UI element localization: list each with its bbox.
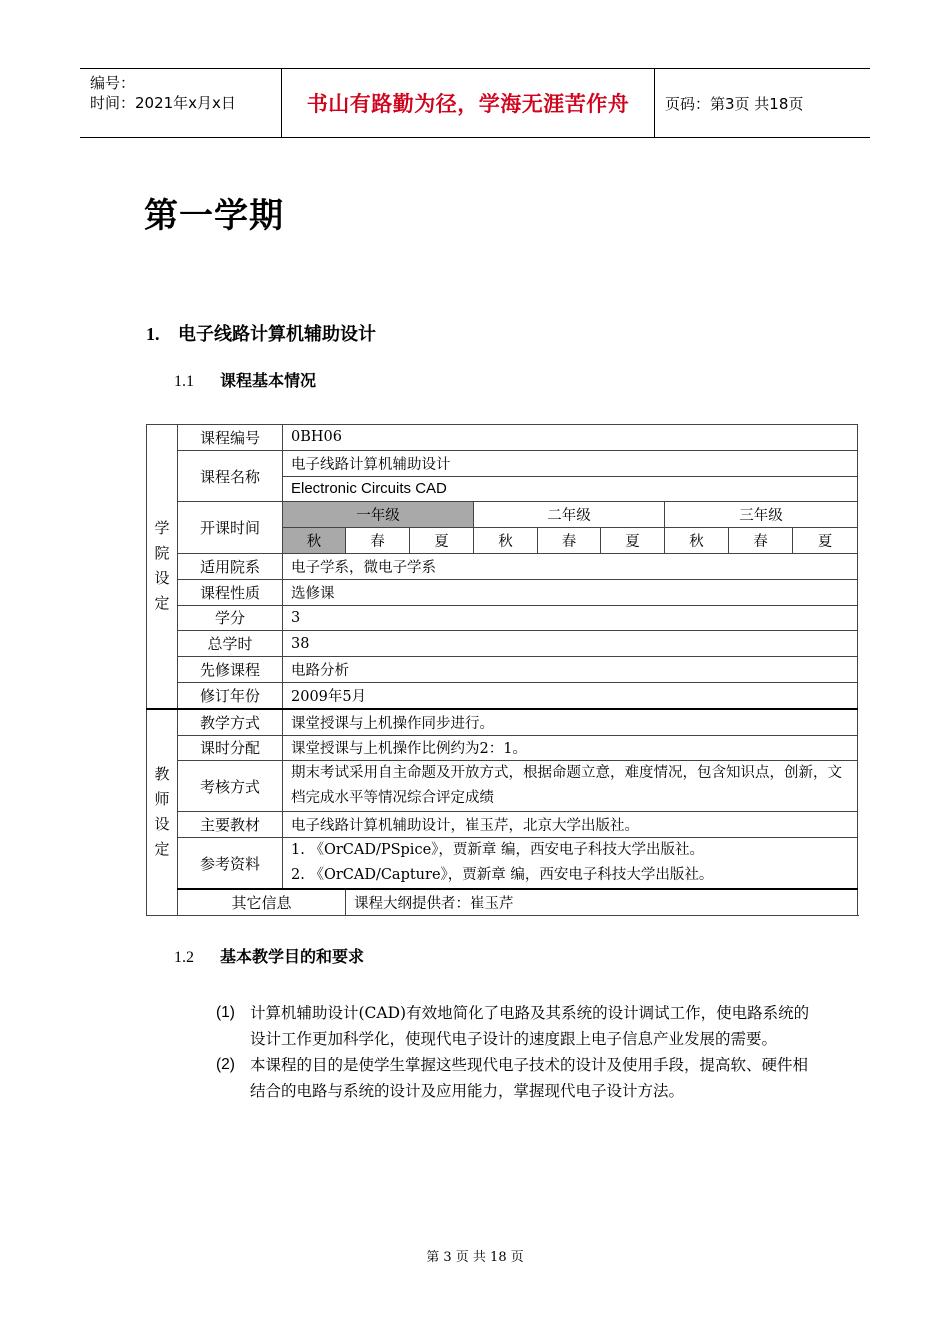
course-name-en: Electronic Circuits CAD	[283, 476, 858, 502]
semester-cell: 夏	[410, 528, 474, 554]
semester-cell: 秋	[665, 528, 729, 554]
ref-item: 1. 《OrCAD/PSpice》，贾新章 编，西安电子科技大学出版社。	[291, 842, 705, 859]
school-section-label	[147, 425, 178, 709]
list-item	[216, 1052, 816, 1104]
schedule-label: 开课时间	[178, 502, 283, 554]
credit-label: 学分	[178, 605, 283, 631]
method-label: 教学方式	[178, 709, 283, 735]
list-item-number: (2)	[216, 1056, 235, 1073]
semester-cell: 夏	[601, 528, 665, 554]
semester-cell: 春	[729, 528, 793, 554]
semester-cell: 春	[538, 528, 601, 554]
course-info-table	[146, 424, 858, 916]
prereq-label: 先修课程	[178, 657, 283, 683]
nature-label: 课程性质	[178, 579, 283, 605]
assessment-value: 期末考试采用自主命题及开放方式，根据命题立意，难度情况，包含知识点，创新，文档完成水平等情况综合评定成绩	[283, 761, 858, 812]
year-2-header: 二年级	[474, 502, 665, 528]
credit-value: 3	[283, 605, 858, 631]
subsection-title: 基本教学目的和要求	[220, 947, 365, 966]
allocation-label: 课时分配	[178, 735, 283, 761]
semester-cell: 春	[346, 528, 410, 554]
other-label: 其它信息	[178, 889, 346, 915]
semester-cell: 夏	[793, 528, 858, 554]
refs-label: 参考资料	[178, 838, 283, 890]
textbook-value: 电子线路计算机辅助设计，崔玉芹，北京大学出版社。	[283, 812, 858, 838]
course-code-value: 0BH06	[283, 425, 858, 451]
hours-label: 总学时	[178, 631, 283, 657]
course-code-label: 课程编号	[178, 425, 283, 451]
course-name-cn: 电子线路计算机辅助设计	[283, 450, 858, 476]
subsection-number: 1.2	[174, 949, 194, 966]
revision-label: 修订年份	[178, 682, 283, 708]
allocation-value: 课堂授课与上机操作比例约为2：1。	[283, 735, 858, 761]
header-meta	[80, 69, 282, 137]
list-item-text: 本课程的目的是使学生掌握这些现代电子技术的设计及使用手段，提高软、硬件相结合的电路与系统的设计及应用能力，掌握现代电子设计方法。	[250, 1056, 809, 1100]
school-section-text: 学院设定	[154, 519, 170, 613]
list-item-number: (1)	[216, 1004, 235, 1021]
textbook-label: 主要教材	[178, 812, 283, 838]
list-item-text: 计算机辅助设计(CAD)有效地简化了电路及其系统的设计调试工作，使电路系统的设计工作更加科学化，使现代电子设计的速度跟上电子信息产业发展的需要。	[250, 1004, 810, 1048]
subsection-heading-1-2	[174, 944, 364, 967]
page-footer: 第 3 页 共 18 页	[426, 1250, 524, 1265]
teacher-section-text: 教师设定	[154, 765, 170, 859]
page-title: 第一学期	[144, 196, 284, 236]
list-item	[216, 1000, 816, 1052]
doc-number-label: 编号：	[90, 74, 136, 92]
revision-value: 2009年5月	[283, 682, 858, 708]
teacher-section-label	[147, 709, 178, 916]
semester-cell: 秋	[283, 528, 346, 554]
method-value: 课堂授课与上机操作同步进行。	[283, 709, 858, 735]
subsection-number: 1.1	[174, 373, 194, 390]
dept-label: 适用院系	[178, 553, 283, 579]
dept-value: 电子学系，微电子学系	[283, 553, 858, 579]
section-number: 1.	[146, 324, 160, 344]
assessment-label: 考核方式	[178, 761, 283, 812]
page-header	[80, 68, 870, 138]
semester-cell: 秋	[474, 528, 538, 554]
year-1-header: 一年级	[283, 502, 474, 528]
other-value: 课程大纲提供者：崔玉芹	[346, 889, 858, 915]
header-motto: 书山有路勤为径，学海无涯苦作舟	[282, 69, 655, 137]
year-3-header: 三年级	[665, 502, 858, 528]
objectives-list	[216, 1000, 816, 1104]
refs-value	[283, 838, 858, 890]
header-page-info: 页码：第3页 共18页	[665, 94, 804, 113]
subsection-heading-1-1	[174, 368, 316, 391]
prereq-value: 电路分析	[283, 657, 858, 683]
ref-item: 2. 《OrCAD/Capture》，贾新章 编，西安电子科技大学出版社。	[291, 867, 714, 884]
hours-value: 38	[283, 631, 858, 657]
section-heading	[146, 320, 376, 346]
doc-date: 时间：2021年x月x日	[90, 94, 236, 112]
nature-value: 选修课	[283, 579, 858, 605]
course-name-label: 课程名称	[178, 450, 283, 502]
subsection-title: 课程基本情况	[220, 371, 317, 390]
section-title: 电子线路计算机辅助设计	[178, 324, 376, 345]
